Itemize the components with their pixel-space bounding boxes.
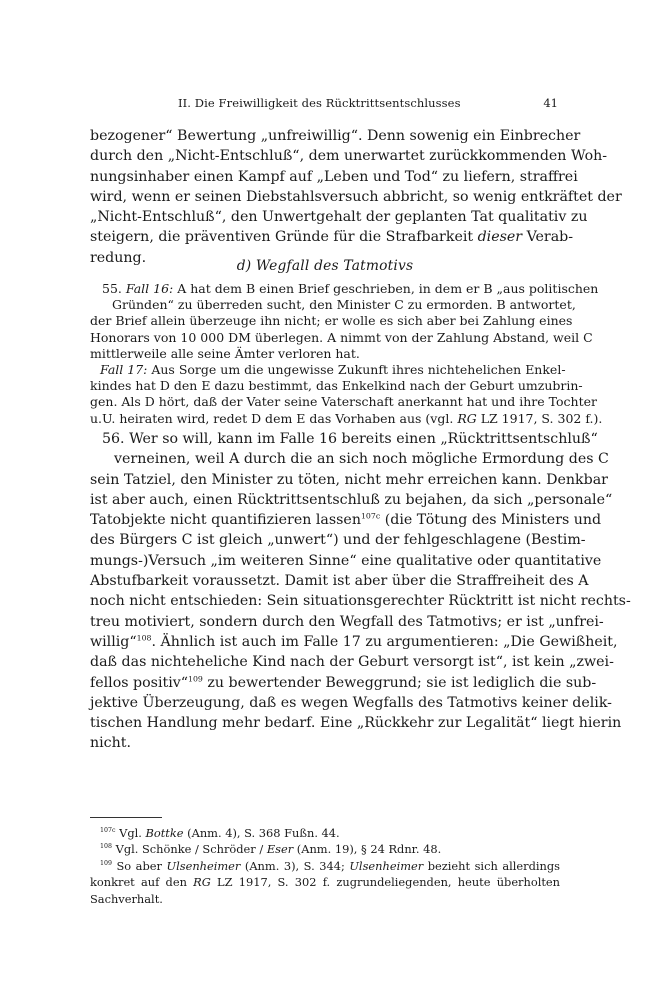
text-line xyxy=(90,510,602,530)
text-run: Vgl. xyxy=(119,826,146,840)
text-line: wird, wenn er seinen Diebstahlsversuch abbricht, so wenig entkräftet der xyxy=(90,188,622,205)
text-line: nicht. xyxy=(90,735,131,752)
text-run: LZ 1917, S. 302 f. zugrundeliegenden, heute überholten xyxy=(210,875,560,890)
footnote-mark: 109 xyxy=(100,860,112,868)
text-run: Vgl. Schönke / Schröder / xyxy=(115,842,267,857)
page-number: 41 xyxy=(543,96,558,110)
text-line: verneinen, weil A durch die an sich noch mögliche Ermordung des C xyxy=(114,451,609,468)
text-run: (Anm. 19), § 24 Rdnr. 48. xyxy=(293,842,442,857)
author-name: Eser xyxy=(266,842,294,857)
text-line: tischen Handlung mehr bedarf. Eine „Rückkehr zur Legalität“ liegt hierin xyxy=(90,715,622,732)
text-run: Aus Sorge um die ungewisse Zukunft ihres nichtehelichen Enkel- xyxy=(151,362,566,377)
text-line: ist aber auch, einen Rücktrittsentschluß zu bejahen, da sich „personale“ xyxy=(90,491,613,508)
text-line: redung. xyxy=(90,249,147,266)
text-run: zu bewertender Beweggrund; sie ist lediglich die sub- xyxy=(202,674,597,691)
running-header xyxy=(90,96,560,112)
text-line: mungs-)Versuch „im weiteren Sinne“ eine qualitative oder quantitative xyxy=(90,552,602,569)
text-line xyxy=(90,429,598,449)
text-line: bezogener“ Bewertung „unfreiwillig“. Denn sowenig ein Einbrecher xyxy=(90,128,581,144)
text-line: jektive Überzeugung, daß es wegen Wegfalls des Tatmotivs keiner delik- xyxy=(90,694,612,711)
text-line: treu motiviert, sondern durch den Wegfall des Tatmotivs; er ist „unfrei- xyxy=(90,613,604,630)
text-run: . Ähnlich ist auch im Falle 17 zu argumentieren: „Die Gewißheit, xyxy=(151,633,618,650)
author-name: Ulsenheimer xyxy=(349,858,424,873)
case-label: Fall 17: xyxy=(100,362,148,377)
text-run: steigern, die präventiven Gründe für die Strafbarkeit xyxy=(90,229,474,246)
footnote-mark: 108 xyxy=(100,843,112,851)
text-line: durch den „Nicht-Entschluß“, dem unerwartet zurückkommenden Woh- xyxy=(90,148,608,165)
footnote-109-cont xyxy=(90,874,560,890)
text-line: „Nicht-Entschluß“, den Unwertgehalt der geplanten Tat qualitativ zu xyxy=(90,209,588,226)
text-line: daß das nichteheliche Kind nach der Geburt versorgt ist“, ist kein „zwei- xyxy=(90,654,614,671)
text-line xyxy=(90,281,599,297)
footnote-107c xyxy=(90,825,560,841)
case-16 xyxy=(90,281,599,362)
text-line: des Bürgers C ist gleich „unwert“) und der fehlgeschlagene (Bestim- xyxy=(90,532,586,549)
text-run: LZ 1917, S. 302 f.). xyxy=(480,410,603,426)
text-line: kindes hat D den E dazu bestimmt, das Enkelkind nach der Geburt umzubrin- xyxy=(90,378,583,394)
text-line xyxy=(90,227,574,247)
case-label: Fall 16: xyxy=(125,281,174,296)
text-line xyxy=(90,632,618,652)
text-run: (die Tötung des Ministers und xyxy=(380,512,602,529)
emphasis: dieser xyxy=(477,229,523,246)
footnote-ref[interactable]: 109 xyxy=(188,673,203,683)
footnote-divider xyxy=(90,817,162,818)
text-line xyxy=(90,673,597,693)
author-name: Ulsenheimer xyxy=(166,858,241,873)
footnote-109-end: Sachverhalt. xyxy=(90,891,163,906)
text-line: Gründen“ zu überreden sucht, den Minister C zu ermorden. B antwortet, xyxy=(112,297,576,313)
text-run: (Anm. 4), S. 368 Fußn. 44. xyxy=(183,826,340,840)
text-run: So aber xyxy=(116,858,167,873)
text-run: Verab- xyxy=(526,229,574,246)
text-run: Tatobjekte nicht quantifizieren lassen xyxy=(90,512,361,529)
footnote-ref[interactable]: 107c xyxy=(360,511,381,521)
footnote-109 xyxy=(90,858,560,874)
text-line: Honorars von 10 000 DM überlegen. A nimmt von der Zahlung Abstand, weil C xyxy=(90,329,593,345)
text-line xyxy=(90,410,603,427)
text-run: A hat dem B einen Brief geschrieben, in dem er B „aus politischen xyxy=(177,281,599,296)
text-run: konkret auf den xyxy=(90,875,194,890)
text-line: noch nicht entschieden: Sein situationsgerechter Rücktritt ist nicht rechts- xyxy=(90,593,631,610)
text-line: gen. Als D hört, daß der Vater seine Vaterschaft anerkannt hat und ihre Tochter xyxy=(90,394,597,410)
paragraph-number: 56. xyxy=(102,431,125,447)
footnote-ref[interactable]: 108 xyxy=(136,633,152,643)
paragraph-56 xyxy=(90,429,631,754)
text-run: bezieht sich allerdings xyxy=(423,858,560,873)
text-line: mittlerweile alle seine Ämter verloren hat. xyxy=(90,345,360,361)
paragraph-number: 55. xyxy=(102,281,122,296)
author-name: Bottke xyxy=(145,826,184,840)
chapter-title: II. Die Freiwilligkeit des Rücktrittsentschlusses xyxy=(178,96,461,110)
text-line: Abstufbarkeit voraussetzt. Damit ist aber über die Straffreiheit des A xyxy=(90,573,589,590)
emphasis: RG xyxy=(193,875,211,890)
paragraph-continued xyxy=(90,126,622,268)
text-run: willig“ xyxy=(90,633,137,650)
footnotes xyxy=(90,825,560,907)
case-17 xyxy=(90,362,603,427)
text-line: der Brief allein überzeuge ihn nicht; er wolle es sich aber bei Zahlung eines xyxy=(90,313,573,329)
footnote-108 xyxy=(90,841,560,857)
section-heading: d) Wegfall des Tatmotivs xyxy=(236,258,414,274)
footnote-mark: 107c xyxy=(100,827,116,835)
text-run: fellos positiv“ xyxy=(90,674,189,691)
text-run: (Anm. 3), S. 344; xyxy=(240,858,350,873)
text-line: nungsinhaber einen Kampf auf „Leben und Tod“ zu liefern, straffrei xyxy=(90,168,578,185)
text-line: sein Tatziel, den Minister zu töten, nicht mehr erreichen kann. Denkbar xyxy=(90,471,608,488)
text-run: Wer so will, kann im Falle 16 bereits einen „Rücktrittsentschluß“ xyxy=(129,431,598,447)
text-line xyxy=(90,362,566,378)
emphasis: RG xyxy=(457,410,477,426)
text-run: u.U. heiraten wird, redet D dem E das Vorhaben aus (vgl. xyxy=(90,410,454,426)
